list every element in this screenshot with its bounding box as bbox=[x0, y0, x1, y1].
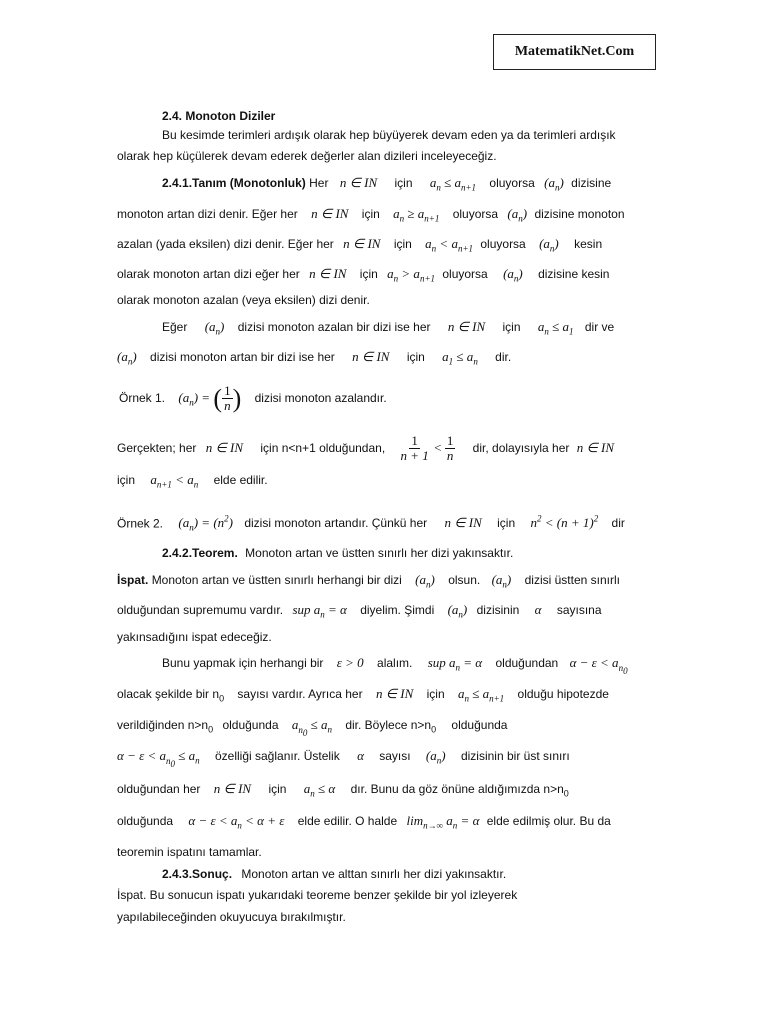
example-1-proof-line-2 bbox=[117, 472, 268, 493]
proof-line-10: teoremin ispatını tamamlar. bbox=[117, 845, 262, 859]
example-1-label: Örnek 1. bbox=[119, 391, 166, 405]
text: olduğundan her bbox=[117, 782, 201, 796]
text: dir. bbox=[495, 350, 512, 364]
definition-line-1 bbox=[162, 175, 611, 196]
math-epsilon: ε > 0 bbox=[336, 655, 364, 670]
text: için n<n+1 olduğundan, bbox=[260, 441, 386, 455]
math-seq: $(a_n)$ bbox=[425, 748, 446, 766]
math-fraction-ineq: $\frac{1}{n + 1}$ < $\frac{1}{n}$ bbox=[400, 433, 454, 464]
math-ineq: $\alpha - \varepsilon < a_{n_0}$ bbox=[569, 655, 628, 676]
text: için bbox=[268, 782, 287, 796]
remark-line-1 bbox=[162, 319, 614, 340]
math-n-in-IN: n ∈ IN bbox=[311, 206, 349, 221]
math-ineq: $\alpha - \varepsilon < a_n < \alpha + \varepsilon$ bbox=[188, 813, 285, 831]
proof-line-9 bbox=[117, 813, 611, 834]
theorem-line bbox=[162, 545, 513, 561]
proof-label: İspat. bbox=[117, 573, 149, 587]
proof-line-6: verildiğinden $n>n_0$ olduğunda $a_{n_0} \le a_n$ dir. Böylece $n>n_0$ olduğunda bbox=[117, 717, 508, 738]
math-n-in-IN: n ∈ IN bbox=[447, 319, 486, 334]
paren-left: ( bbox=[213, 383, 223, 413]
math-seq: $(a_n)$ bbox=[507, 206, 528, 224]
text: Gerçekten; her bbox=[117, 441, 197, 455]
text: kesin bbox=[574, 237, 603, 251]
text: dizisine monoton bbox=[534, 207, 625, 221]
text: olduğunda bbox=[222, 718, 279, 732]
text: olduğundan bbox=[495, 656, 559, 670]
text: olduğunda bbox=[117, 814, 174, 828]
text: için bbox=[359, 267, 378, 281]
math-n-in-IN: n ∈ IN bbox=[576, 440, 615, 455]
text: elde edilir. bbox=[213, 473, 268, 487]
math-ineq: $a_n \ge a_{n+1}$ bbox=[393, 206, 440, 224]
text: olacak şekilde bir n bbox=[117, 687, 220, 701]
text: olarak monoton artan dizi eğer her bbox=[117, 267, 300, 281]
text: azalan (yada eksilen) dizi denir. Eğer her bbox=[117, 237, 334, 251]
math-ineq: $\alpha - \varepsilon < a_{n_0} \le a_n$ bbox=[117, 748, 200, 769]
text: için bbox=[497, 516, 516, 531]
text: dizisine kesin bbox=[538, 267, 610, 281]
example-2-label: Örnek 2. bbox=[117, 516, 164, 531]
text: elde edilir. O halde bbox=[297, 814, 398, 828]
math-n-in-IN: n ∈ IN bbox=[339, 175, 378, 190]
definition-line-2 bbox=[117, 206, 625, 227]
proof-line-5: olacak şekilde bir $n_0$ sayısı vardır. Ayrıca her n ∈ IN için $a_n \le a_{n+1}$ olduğu hipotezde bbox=[117, 686, 609, 704]
math-ineq: $a_n \le \alpha$ bbox=[303, 781, 336, 799]
text: dir. Böylece n>n bbox=[345, 718, 432, 732]
proof-line-8: olduğundan her n ∈ IN için $a_n \le \alpha$ dır. Bunu da göz önüne aldığımızda $n>n_0$ bbox=[117, 781, 569, 799]
math-ineq: $a_n \le a_{n+1}$ bbox=[429, 175, 477, 193]
section-title: 2.4. Monoton Diziler bbox=[162, 109, 276, 123]
corollary-line bbox=[162, 866, 506, 882]
text: olduğunda bbox=[451, 718, 508, 732]
math-seq: $(a_n)$ bbox=[447, 602, 468, 620]
text: oluyorsa bbox=[452, 207, 499, 221]
text: olduğu hipotezde bbox=[517, 687, 609, 701]
math-ineq: $n^2 < (n + 1)^2$ bbox=[530, 514, 599, 531]
corollary-proof-line-1: İspat. Bu sonucun ispatı yukarıdaki teoreme benzer şekilde bir yol izleyerek bbox=[117, 888, 518, 902]
math-n-in-IN: n ∈ IN bbox=[205, 440, 244, 455]
text: olsun. bbox=[448, 573, 481, 587]
math-limit: $\lim_{n\to\infty} a_n = \alpha$ bbox=[406, 813, 480, 831]
math-alpha: α bbox=[534, 602, 542, 617]
proof-line-4 bbox=[162, 655, 628, 678]
text: dizisinin bir üst sınırı bbox=[460, 749, 570, 763]
text: dizisi monoton artan bir dizi ise her bbox=[150, 350, 335, 364]
text: Her bbox=[309, 176, 329, 190]
example-1-proof-line bbox=[117, 432, 614, 464]
math-seq-n-squared: $(a_n) = (n^2)$ bbox=[178, 514, 233, 533]
definition-line-4 bbox=[117, 266, 609, 287]
text: elde edilmiş olur. Bu da bbox=[486, 814, 611, 828]
math-ineq: $a_1 \le a_n$ bbox=[442, 349, 478, 367]
math-ineq: $a_n \le a_{n+1}$ bbox=[457, 686, 505, 704]
site-brand-box bbox=[493, 34, 656, 70]
math-seq: $(a_n)$ bbox=[491, 572, 512, 590]
text: sayısı bbox=[379, 749, 411, 763]
math-n-in-IN: n ∈ IN bbox=[309, 266, 347, 281]
math-seq: $(a_n)$ bbox=[503, 266, 523, 284]
text: dir, dolayısıyla her bbox=[472, 441, 570, 455]
text: diyelim. Şimdi bbox=[360, 603, 435, 617]
theorem-text: Monoton artan ve üstten sınırlı her dizi yakınsaktır. bbox=[245, 546, 514, 560]
text: sayısına bbox=[556, 603, 602, 617]
remark-line-2 bbox=[117, 349, 511, 370]
text: oluyorsa bbox=[489, 176, 535, 190]
text: dizisi monoton azalan bir dizi ise her bbox=[237, 320, 431, 334]
text: için bbox=[117, 473, 136, 487]
text: dizisine bbox=[571, 176, 612, 190]
theorem-label: 2.4.2.Teorem. bbox=[162, 546, 238, 560]
text: dır. Bunu da göz önüne aldığımızda n>n bbox=[350, 782, 564, 796]
math-seq: $(a_n)$ bbox=[415, 572, 435, 590]
math-seq: $(a_n)$ bbox=[539, 236, 559, 254]
math-seq: $(a_n)$ bbox=[117, 349, 137, 367]
proof-line-2 bbox=[117, 602, 602, 623]
math-n-in-IN: n ∈ IN bbox=[213, 781, 252, 796]
text: dizisinin bbox=[476, 603, 520, 617]
paren-right: ) bbox=[232, 383, 242, 413]
math-n-in-IN: n ∈ IN bbox=[375, 686, 414, 701]
math-seq: $(a_n)$ = bbox=[178, 390, 211, 408]
text: verildiğinden n>n bbox=[117, 718, 209, 732]
math-sup: sup $a_n = \alpha$ bbox=[292, 602, 347, 620]
intro-line-1: Bu kesimde terimleri ardışık olarak hep büyüyerek devam eden ya da terimleri ardışık bbox=[162, 128, 616, 142]
text: oluyorsa bbox=[442, 267, 488, 281]
example-1-line bbox=[119, 380, 387, 421]
math-sup: sup $a_n = \alpha$ bbox=[427, 655, 483, 673]
corollary-proof-line-2: yapılabileceğinden okuyucuya bırakılmıştır. bbox=[117, 910, 346, 924]
text: alalım. bbox=[377, 656, 413, 670]
math-seq: $(a_n)$ bbox=[544, 175, 564, 193]
text: Monoton artan ve üstten sınırlı herhangi bir dizi bbox=[151, 573, 402, 587]
math-ineq: $a_{n+1} < a_n$ bbox=[150, 472, 199, 490]
math-n-in-IN: n ∈ IN bbox=[444, 515, 482, 531]
text: monoton artan dizi denir. Eğer her bbox=[117, 207, 298, 221]
text: için bbox=[502, 320, 521, 334]
math-seq: $(a_n)$ bbox=[204, 319, 225, 337]
text: dizisi monoton artandır. Çünkü her bbox=[244, 516, 428, 531]
math-ineq: $a_{n_0} \le a_n$ bbox=[291, 717, 332, 738]
definition-line-5: olarak monoton azalan (veya eksilen) dizi denir. bbox=[117, 293, 370, 307]
text: için bbox=[361, 207, 380, 221]
corollary-label: 2.4.3.Sonuç. bbox=[162, 867, 233, 881]
math-n-in-IN: n ∈ IN bbox=[352, 349, 390, 364]
text: dir ve bbox=[584, 320, 615, 334]
math-n-in-IN: n ∈ IN bbox=[343, 236, 381, 251]
fraction-1-over-n: $\frac{1}{n}$ bbox=[224, 383, 231, 414]
text: için bbox=[426, 687, 445, 701]
text: özelliği sağlanır. Üstelik bbox=[214, 749, 340, 763]
definition-label: 2.4.1.Tanım (Monotonluk) bbox=[162, 176, 306, 190]
math-ineq: $a_n < a_{n+1}$ bbox=[425, 236, 474, 254]
text: için bbox=[406, 350, 425, 364]
proof-line-3: yakınsadığını ispat edeceğiz. bbox=[117, 630, 272, 644]
text: için bbox=[394, 176, 413, 190]
text: oluyorsa bbox=[480, 237, 526, 251]
text: sayısı vardır. Ayrıca her bbox=[237, 687, 363, 701]
text: Eğer bbox=[162, 320, 188, 334]
math-ineq: $a_n > a_{n+1}$ bbox=[387, 266, 436, 284]
math-ineq: $a_n \le a_1$ bbox=[537, 319, 574, 337]
corollary-text: Monoton artan ve alttan sınırlı her dizi yakınsaktır. bbox=[241, 867, 507, 881]
text: için bbox=[393, 237, 412, 251]
text: dir bbox=[611, 516, 625, 531]
proof-line-7 bbox=[117, 748, 570, 771]
text: dizisi monoton azalandır. bbox=[254, 391, 387, 405]
text: dizisi üstten sınırlı bbox=[524, 573, 620, 587]
proof-line-1 bbox=[117, 572, 620, 593]
math-alpha: α bbox=[357, 748, 364, 763]
text: Bunu yapmak için herhangi bir bbox=[162, 656, 324, 670]
text: olduğundan supremumu vardır. bbox=[117, 603, 284, 617]
definition-line-3 bbox=[117, 236, 602, 257]
intro-line-2: olarak hep küçülerek devam ederek değerler alan dizileri inceleyeceğiz. bbox=[117, 149, 497, 163]
example-2-line bbox=[117, 511, 625, 536]
site-brand: MatematikNet.Com bbox=[514, 44, 635, 59]
